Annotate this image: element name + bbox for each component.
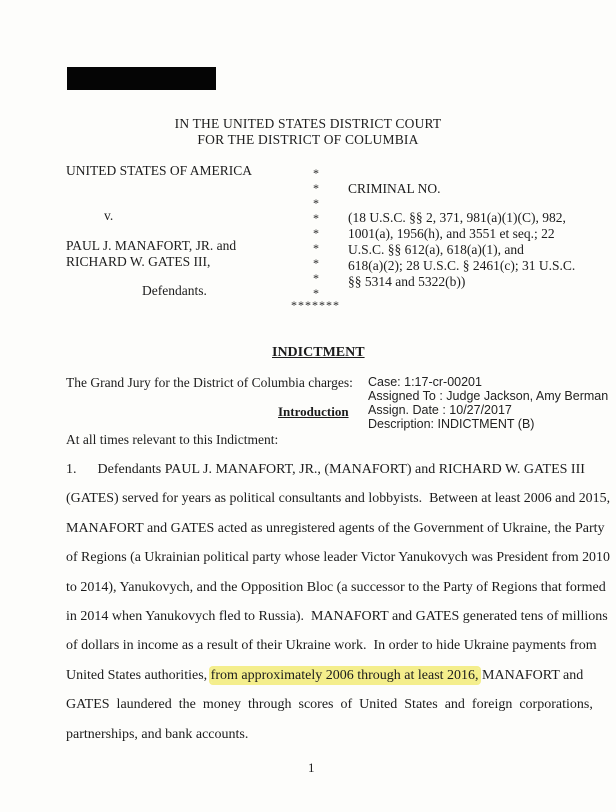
versus: v. (104, 208, 114, 223)
paragraph-line: partnerships, and bank accounts. (66, 727, 249, 742)
at-all-times-line: At all times relevant to this Indictment: (66, 432, 279, 447)
caption-star: * (313, 286, 319, 300)
statute-line: (18 U.S.C. §§ 2, 371, 981(a)(1)(C), 982, (348, 210, 566, 225)
paragraph-line: in 2014 when Yanukovych fled to Russia). MANAFORT and GATES generated tens of millions (66, 609, 608, 624)
page-number: 1 (308, 760, 315, 775)
court-name-line-2: FOR THE DISTRICT OF COLUMBIA (197, 132, 419, 147)
court-name-line-1: IN THE UNITED STATES DISTRICT COURT (174, 116, 442, 131)
defendants-label: Defendants. (142, 283, 207, 298)
paragraph-line: GATES laundered the money through scores of United States and foreign corporations, (66, 697, 593, 712)
paragraph-line: of dollars in income as a result of their Ukraine work. In order to hide Ukraine payments from (66, 638, 597, 653)
paragraph-line: 1. Defendants PAUL J. MANAFORT, JR., (MANAFORT) and RICHARD W. GATES III (66, 462, 585, 477)
grand-jury-line: The Grand Jury for the District of Columbia charges: (66, 375, 353, 390)
defendant-2: RICHARD W. GATES III, (66, 254, 211, 269)
caption-star: * (313, 196, 319, 210)
paragraph-line: MANAFORT and GATES acted as unregistered agents of the Government of Ukraine, the Party (66, 521, 605, 536)
paragraph-line (66, 668, 583, 684)
caption-star: * (313, 211, 319, 225)
highlighted-text: from approximately 2006 through at least 2016, (210, 668, 479, 683)
statute-line: §§ 5314 and 5322(b)) (348, 274, 466, 289)
caption-star: * (313, 226, 319, 240)
document-title: INDICTMENT (272, 345, 365, 360)
caption-star: * (313, 256, 319, 270)
redaction-bar (67, 67, 216, 90)
paragraph-line: (GATES) served for years as political consultants and lobbyists. Between at least 2006 and 2015, (66, 491, 611, 506)
caption-star: * (313, 241, 319, 255)
stamp-description: Description: INDICTMENT (B) (368, 417, 535, 431)
caption-star: * (313, 166, 319, 180)
plaintiff: UNITED STATES OF AMERICA (66, 163, 253, 178)
line-text: United States authorities, (66, 668, 211, 683)
stamp-case: Case: 1:17-cr-00201 (368, 375, 482, 389)
statute-line: U.S.C. §§ 612(a), 618(a)(1), and (348, 242, 524, 257)
defendant-1: PAUL J. MANAFORT, JR. and (66, 238, 237, 253)
caption-star: * (313, 271, 319, 285)
paragraph-line: to 2014), Yanukovych, and the Opposition Bloc (a successor to the Party of Regions that formed (66, 580, 606, 595)
stamp-assigned: Assigned To : Judge Jackson, Amy Berman (368, 389, 609, 403)
statute-line: 1001(a), 1956(h), and 3551 et seq.; 22 (348, 226, 555, 241)
caption-star-row: ******* (291, 298, 340, 312)
paragraph-line: of Regions (a Ukrainian political party whose leader Victor Yanukovych was President from 2010 (66, 550, 610, 565)
statute-line: 618(a)(2); 28 U.S.C. § 2461(c); 31 U.S.C. (348, 258, 576, 273)
stamp-date: Assign. Date : 10/27/2017 (368, 403, 512, 417)
caption-star: * (313, 181, 319, 195)
line-text: MANAFORT and (478, 668, 584, 683)
section-heading: Introduction (278, 404, 349, 419)
criminal-no: CRIMINAL NO. (348, 181, 441, 196)
